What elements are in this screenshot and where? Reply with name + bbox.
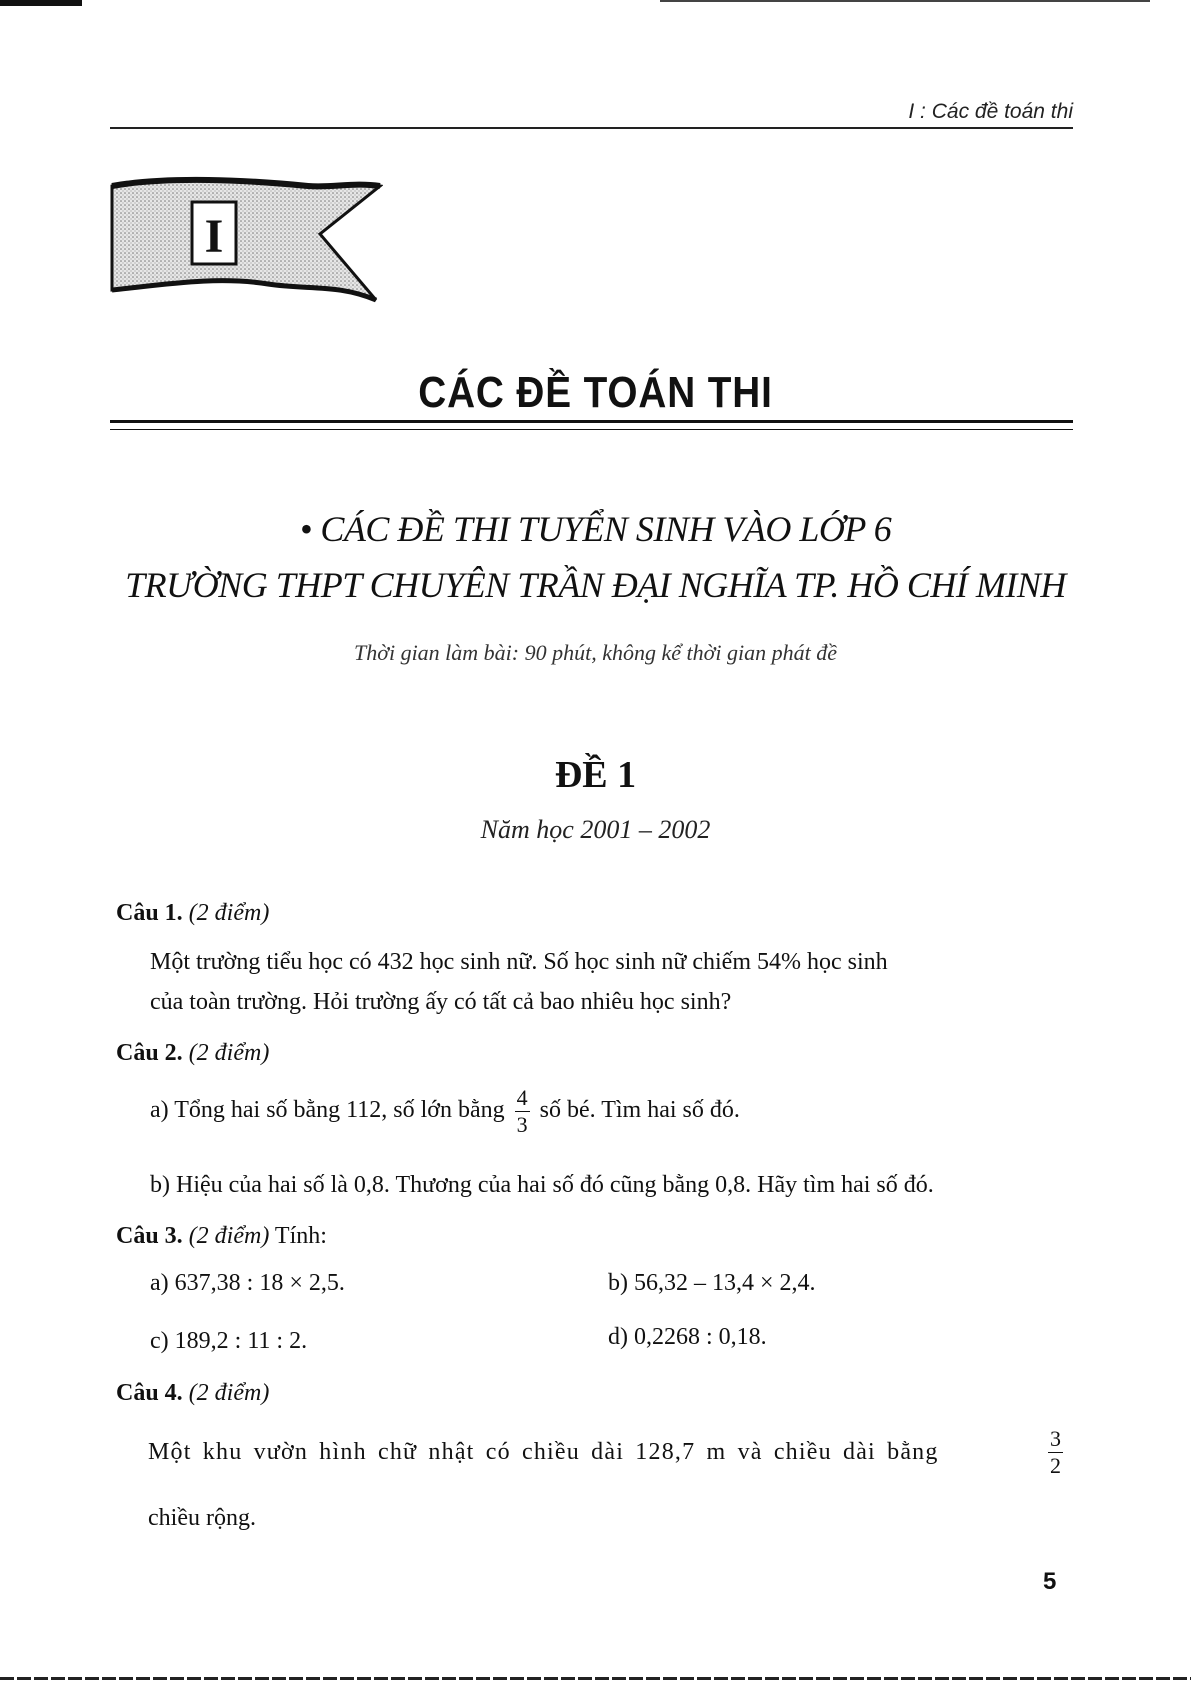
question-3-part-d: d) 0,2268 : 0,18. — [608, 1324, 767, 1350]
question-3-part-b: b) 56,32 – 13,4 × 2,4. — [608, 1270, 816, 1296]
running-header: I : Các đề toán thi — [908, 100, 1073, 123]
header-rule — [110, 127, 1073, 129]
question-4-label: Câu 4. — [116, 1380, 183, 1406]
question-4-text-line-1 — [148, 1426, 1063, 1479]
section-heading-line-1: • CÁC ĐỀ THI TUYỂN SINH VÀO LỚP 6 — [299, 509, 892, 549]
question-3-points: (2 điểm) — [188, 1223, 270, 1249]
scan-artifact-top-right — [660, 0, 1150, 2]
exam-title: ĐỀ 1 — [554, 754, 637, 796]
title-rule-thin — [110, 429, 1073, 430]
question-3-part-c: c) 189,2 : 11 : 2. — [150, 1328, 308, 1354]
question-3-heading — [116, 1223, 327, 1250]
chapter-banner — [108, 172, 383, 312]
question-1-text — [150, 942, 1070, 1022]
fraction-denominator: 2 — [1050, 1453, 1061, 1478]
question-4-text: Một khu vườn hình chữ nhật có chiều dài 128,7 m và chiều dài bằng — [148, 1439, 939, 1465]
page-number: 5 — [1043, 1568, 1057, 1595]
question-2-part-b: b) Hiệu của hai số là 0,8. Thương của hai số đó cũng bằng 0,8. Hãy tìm hai số đó. — [150, 1172, 934, 1198]
title-rule-thick — [110, 420, 1073, 423]
fraction-denominator: 3 — [516, 1112, 528, 1137]
question-4-text-line-2: chiều rộng. — [148, 1505, 256, 1531]
scan-artifact-top-left — [0, 0, 82, 6]
chapter-title: CÁC ĐỀ TOÁN THI — [418, 368, 773, 417]
fraction-numerator: 4 — [516, 1085, 528, 1110]
exam-year: Năm học 2001 – 2002 — [480, 815, 711, 844]
question-4-fraction — [1048, 1426, 1063, 1479]
question-4-heading — [116, 1380, 269, 1407]
question-2-part-a — [150, 1085, 740, 1138]
question-2-a-text-after: số bé. Tìm hai số đó. — [539, 1097, 740, 1124]
banner-label: I — [204, 210, 224, 263]
question-1-points: (2 điểm) — [188, 900, 270, 926]
section-heading-line-2: TRƯỜNG THPT CHUYÊN TRẦN ĐẠI NGHĨA TP. HỒ CHÍ MINH — [125, 565, 1066, 605]
question-4-points: (2 điểm) — [188, 1380, 270, 1406]
question-3-instruction: Tính: — [274, 1223, 327, 1249]
question-2-a-fraction — [515, 1085, 530, 1138]
question-2-heading — [116, 1040, 269, 1067]
question-2-points: (2 điểm) — [188, 1040, 270, 1066]
question-1-text-line-2: của toàn trường. Hỏi trường ấy có tất cả bao nhiêu học sinh? — [150, 989, 732, 1015]
question-1-label: Câu 1. — [116, 900, 183, 926]
question-2-label: Câu 2. — [116, 1040, 183, 1066]
question-1-text-line-1: Một trường tiểu học có 432 học sinh nữ. Số học sinh nữ chiếm 54% học sinh — [150, 949, 888, 975]
question-3-part-a: a) 637,38 : 18 × 2,5. — [150, 1270, 345, 1296]
time-note: Thời gian làm bài: 90 phút, không kể thời gian phát đề — [353, 640, 837, 665]
fraction-numerator: 3 — [1050, 1426, 1061, 1451]
scan-artifact-bottom — [0, 1677, 1191, 1680]
question-2-a-text: a) Tổng hai số bằng 112, số lớn bằng — [150, 1097, 505, 1124]
question-1-heading — [116, 900, 269, 927]
question-3-label: Câu 3. — [116, 1223, 183, 1249]
